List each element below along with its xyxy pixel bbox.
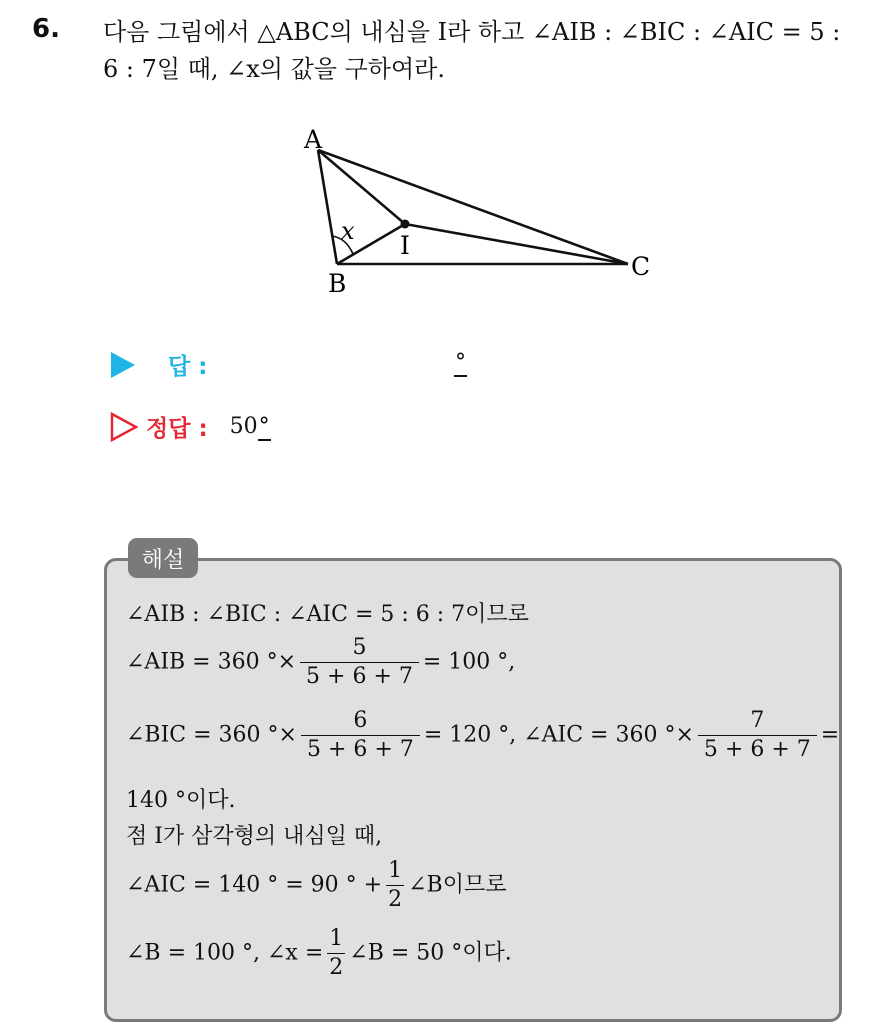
solution-line-6-right: ∠B이므로 — [408, 872, 507, 898]
answer-blank[interactable] — [454, 350, 467, 375]
fraction-denominator: 5 + 6 + 7 — [698, 735, 817, 764]
fraction-numerator: 1 — [388, 858, 403, 883]
question-line-1: 다음 그림에서 △ABC의 내심을 I라 하고 ∠AIB : ∠BIC : ∠AIC = 5 : — [103, 18, 841, 46]
fraction-numerator: 5 — [352, 635, 367, 660]
question-number: 6. — [32, 14, 60, 44]
correct-answer-row — [110, 410, 271, 443]
solution-line-7-left: ∠B = 100 °, ∠x = — [126, 940, 324, 966]
solution-line-3 — [126, 707, 839, 764]
fraction-denominator: 5 + 6 + 7 — [301, 735, 420, 764]
fraction-aic — [698, 707, 817, 764]
label-c: C — [631, 252, 651, 281]
play-arrow-icon — [110, 351, 136, 379]
incenter-dot — [401, 220, 410, 229]
solution-line-5: 점 I가 삼각형의 내심일 때, — [126, 824, 383, 849]
solution-line-3-right: = — [820, 722, 840, 748]
correct-answer-unit: ° — [258, 414, 270, 439]
solution-line-7 — [126, 925, 512, 982]
solution-line-2 — [126, 634, 515, 691]
fraction-numerator: 1 — [329, 926, 344, 951]
triangle-diagram — [296, 118, 666, 308]
answer-row — [110, 348, 207, 381]
solution-line-2-left: ∠AIB = 360 °× — [126, 649, 297, 675]
solution-line-3-mid: = 120 °, ∠AIC = 360 °× — [423, 722, 694, 748]
fraction-aib — [300, 634, 419, 691]
segment-ci — [405, 224, 628, 264]
label-i: I — [400, 231, 410, 260]
side-ab — [318, 150, 337, 264]
solution-line-7-right: ∠B = 50 °이다. — [349, 940, 512, 966]
outline-arrow-icon — [110, 412, 138, 442]
fraction-numerator: 7 — [750, 708, 765, 733]
fraction-bic — [301, 707, 420, 764]
solution-line-1: ∠AIB : ∠BIC : ∠AIC = 5 : 6 : 7이므로 — [126, 602, 529, 627]
question-text — [103, 14, 873, 88]
solution-line-3-left: ∠BIC = 360 °× — [126, 722, 297, 748]
fraction-denominator: 2 — [329, 955, 344, 980]
label-a: A — [304, 125, 323, 154]
segment-ai — [318, 150, 405, 224]
correct-answer-number: 50 — [229, 414, 258, 439]
fraction-denominator: 2 — [388, 887, 403, 912]
solution-line-6 — [126, 857, 506, 914]
triangle-figure — [296, 118, 666, 308]
label-x: x — [341, 217, 355, 245]
label-b: B — [328, 269, 347, 298]
question-line-2: 6 : 7일 때, ∠x의 값을 구하여라. — [103, 55, 445, 83]
correct-answer-label: 정답 : — [146, 416, 208, 442]
solution-line-2-right: = 100 °, — [422, 649, 516, 675]
solution-line-6-left: ∠AIC = 140 ° = 90 ° + — [126, 872, 383, 898]
solution-line-4: 140 °이다. — [126, 788, 236, 813]
fraction-half — [386, 857, 404, 914]
fraction-numerator: 6 — [353, 708, 368, 733]
fraction-denominator: 5 + 6 + 7 — [300, 662, 419, 691]
answer-unit: ° — [455, 350, 466, 375]
answer-label: 답 : — [168, 354, 208, 380]
correct-answer-value — [230, 414, 271, 439]
fraction-half — [327, 925, 345, 982]
solution-tab: 해설 — [128, 538, 198, 578]
